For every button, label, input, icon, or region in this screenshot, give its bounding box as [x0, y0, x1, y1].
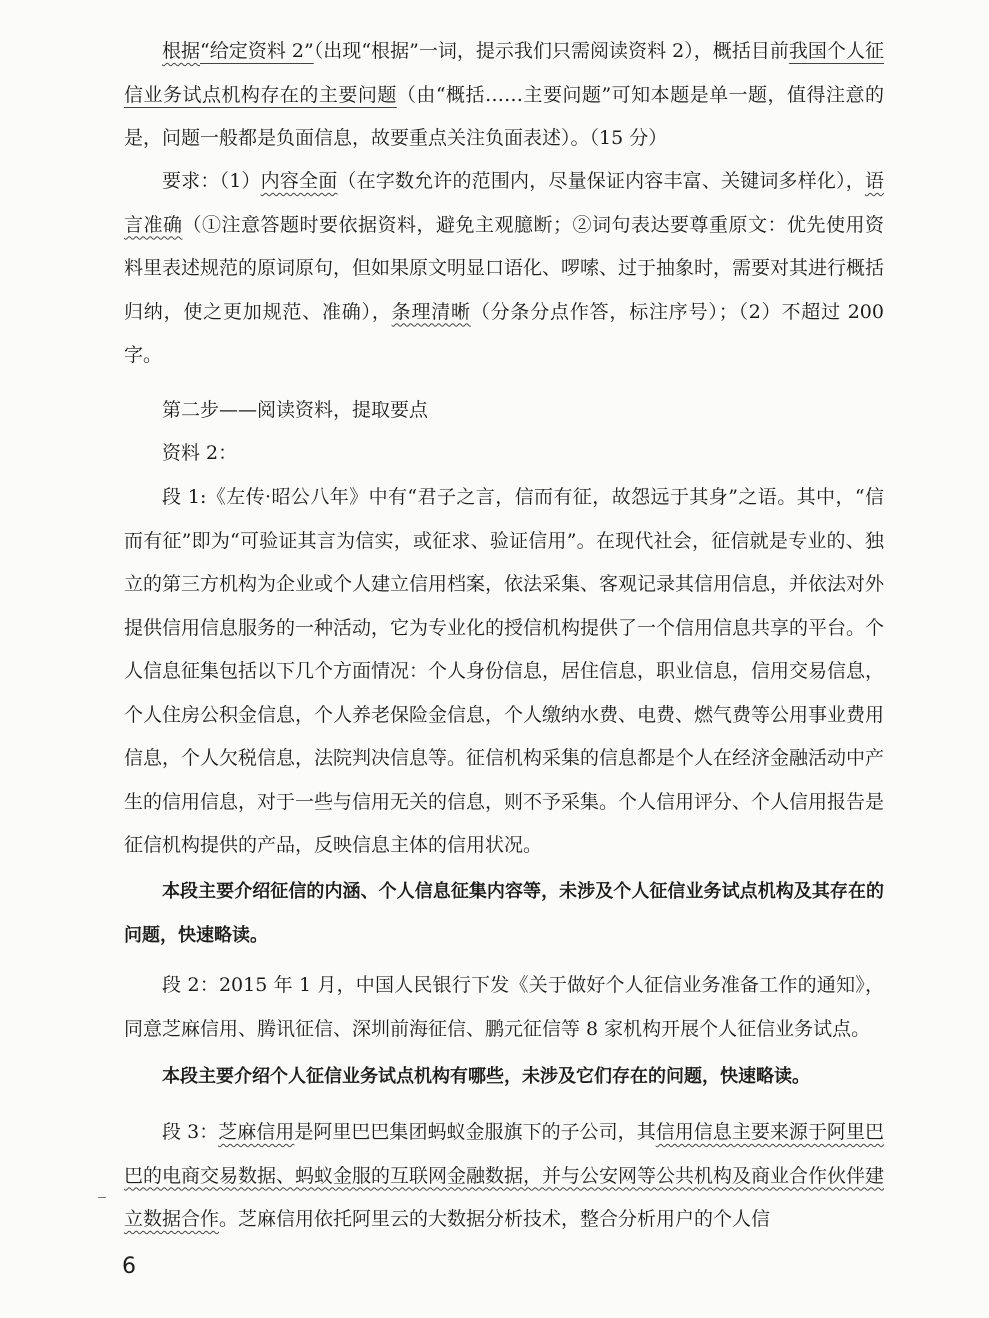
req-text-2: （①注意答题时要依据资料，避免主观臆断；②词句表达要尊重原文：优先使用资料里表述规范的原词原句，但如果原文明显口语化、啰嗦、过于抽象时，需要对其进行概括归纳，使之更加规范、准确），	[124, 213, 885, 323]
keyword-accurate: 语言准确	[124, 170, 884, 236]
keyword-clear: 条理清晰	[391, 300, 471, 323]
keyword-complete: 内容全面	[260, 170, 338, 192]
seg3-text: 是阿里巴巴集团蚂蚁金服旗下的子公司，其	[294, 1121, 656, 1143]
segment-1: 段 1:《左传·昭公八年》中有“君子之言，信而有征，故怨远于其身”之语。其中，“信而有征”即为“可验证其言为信实，或征求、验证信用”。在现代社会，征信就是专业的、独立的第三方机构为企业或个人建立信用档案，依法采集、客观记录其信用信息，并依法对外提供信用信息服务的一种活动，它为专业化的授信机构提供了一个信用信息共享的平台。个人信息征集包括以下几个方面情况：个人身份信息，居住信息，职业信息，信用交易信息，个人住房公积金信息，个人养老保险金信息，个人缴纳水费、电费、燃气费等公用事业费用信息，个人欠税信息，法院判决信息等。征信机构采集的信息都是个人在经济金融活动中产生的信用信息，对于一些与信用无关的信息，则不予采集。个人信用评分、个人信用报告是征信机构提供的产品，反映信息主体的信用状况。	[124, 486, 885, 856]
keyword-zhima: 芝麻信用	[218, 1121, 295, 1143]
req-text-3: （分条分点作答，标注序号）；（2）不超过 200 字。	[124, 300, 884, 366]
seg3-text-2: 。芝麻信用依托阿里云的大数据分析技术，整合分析用户的个人信	[219, 1208, 771, 1230]
question-paragraph	[124, 30, 884, 161]
step-heading: 第二步——阅读资料，提取要点	[162, 399, 429, 421]
keyword-data-source: 信用信息主要来源于阿里巴巴的电商交易数据、蚂蚁金服的互联网金融数据，并与公安网等公共机构及商业合作伙伴建立数据合作	[124, 1121, 885, 1230]
keyword-subject: 我国个人征信业务试点机构存在的主要问题	[124, 40, 884, 106]
keyword-material: “给定资料 2”	[200, 40, 314, 62]
segment-2-note: 本段主要介绍个人征信业务试点机构有哪些，未涉及它们存在的问题，快速略读。	[162, 1066, 810, 1087]
req-text: （在字数允许的范围内，尽量保证内容丰富、关键词多样化），	[337, 170, 865, 192]
keyword-genju: 根据	[162, 40, 201, 62]
material-label: 资料 2：	[162, 442, 238, 464]
requirements-paragraph	[124, 160, 884, 378]
margin-mark	[98, 1197, 106, 1198]
seg3-label: 段 3：	[162, 1121, 219, 1143]
question-text: （出现“根据”一词，提示我们只需阅读资料 2），概括目前	[313, 40, 789, 62]
segment-2: 段 2：2015 年 1 月，中国人民银行下发《关于做好个人征信业务准备工作的通知》，同意芝麻信用、腾讯征信、深圳前海征信、鹏元征信等 8 家机构开展个人征信业务试点。	[124, 974, 884, 1040]
page-number: 6	[122, 1254, 136, 1279]
req-label: 要求：（1）	[162, 170, 261, 192]
segment-1-note: 本段主要介绍征信的内涵、个人信息征集内容等，未涉及个人征信业务试点机构及其存在的问题，快速略读。	[124, 881, 884, 946]
question-text-2: （由“概括……主要问题”可知本题是单一题，值得注意的是，问题一般都是负面信息，故要重点关注负面表述）。（15 分）	[124, 83, 884, 149]
segment-3	[124, 1111, 884, 1242]
